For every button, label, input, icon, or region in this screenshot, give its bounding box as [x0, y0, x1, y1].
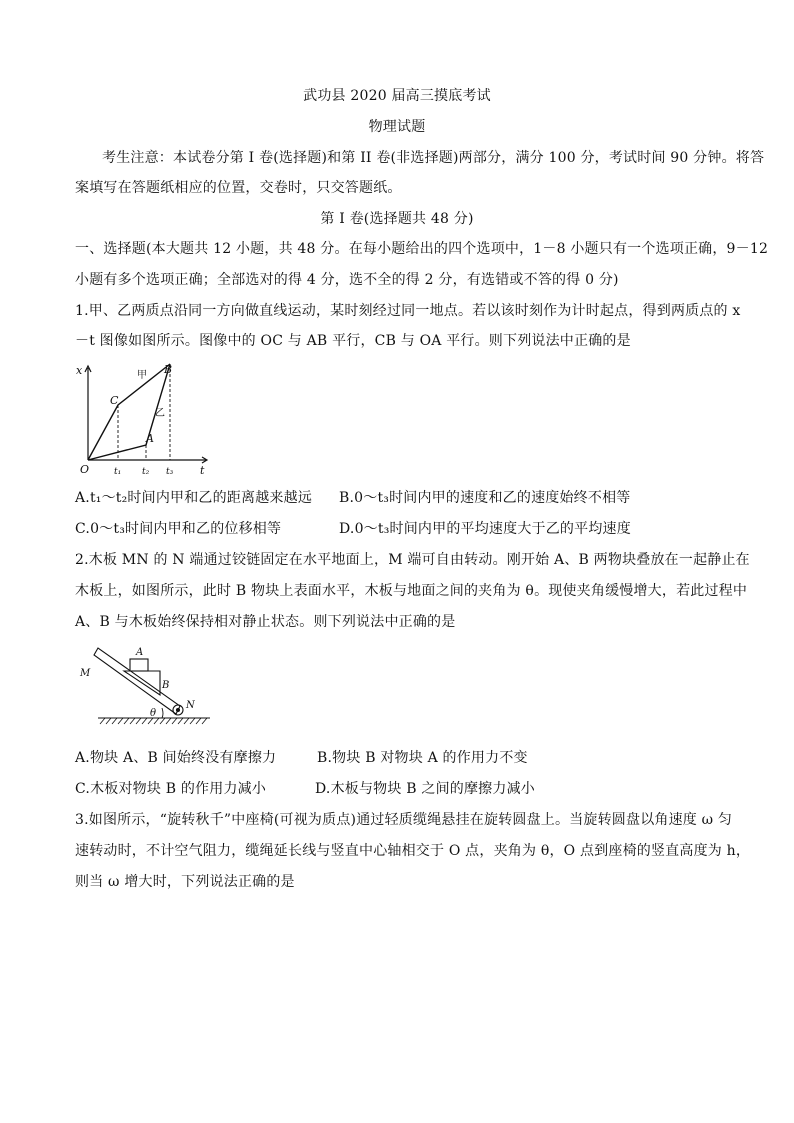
instruction-line-2: 小题有多个选项正确；全部选对的得 4 分，选不全的得 2 分，有选错或不答的得 0 分) [75, 272, 619, 288]
label-origin: O [80, 463, 90, 476]
q1-option-d: D.0～t₃时间内甲的平均速度大于乙的平均速度 [339, 521, 631, 537]
label-theta: θ [150, 708, 157, 719]
label-t2: t₂ [142, 467, 150, 476]
q1-stem-line-2: －t 图像如图所示。图像中的 OC 与 AB 平行，CB 与 OA 平行。则下列说法中正确的是 [75, 333, 631, 349]
label-yi: 乙 [155, 408, 165, 419]
notice-line-1: 考生注意：本试卷分第 I 卷(选择题)和第 II 卷(非选择题)两部分，满分 100 分，考试时间 90 分钟。将答 [102, 150, 765, 166]
q1-option-c: C.0～t₃时间内甲和乙的位移相等 [75, 521, 282, 537]
subject-title: 物理试题 [368, 119, 426, 135]
block-b [124, 671, 160, 695]
q1-stem-line-1: 1.甲、乙两质点沿同一方向做直线运动，某时刻经过同一地点。若以该时刻作为计时起点，得到两质点的 x [75, 303, 741, 319]
q2-option-b: B.物块 B 对物块 A 的作用力不变 [317, 750, 528, 766]
label-c: C [110, 394, 119, 407]
q2-option-c: C.木板对物块 B 的作用力减小 [75, 781, 267, 797]
q3-stem-line-3: 则当 ω 增大时，下列说法正确的是 [75, 874, 295, 890]
label-jia: 甲 [137, 370, 147, 381]
q3-stem-line-1: 3.如图所示，“旋转秋千”中座椅(可视为质点)通过轻质缆绳悬挂在旋转圆盘上。当旋转圆盘以角速度 ω 匀 [75, 812, 733, 828]
label-a: A [146, 432, 154, 445]
q2-board-diagram [76, 642, 216, 732]
label-t3: t₃ [166, 467, 174, 476]
notice-line-2: 案填写在答题纸相应的位置，交卷时，只交答题纸。 [75, 180, 402, 196]
q2-option-d: D.木板与物块 B 之间的摩擦力减小 [315, 781, 535, 797]
label-t1: t₁ [114, 467, 122, 476]
q2-stem-line-1: 2.木板 MN 的 N 端通过铰链固定在水平地面上，M 端可自由转动。刚开始 A、B 两物块叠放在一起静止在 [75, 552, 750, 568]
exam-title: 武功县 2020 届高三摸底考试 [303, 88, 491, 104]
label-t: t [200, 464, 205, 476]
theta-arc [162, 708, 163, 718]
hinge-pin [177, 709, 180, 712]
instruction-line-1: 一、选择题(本大题共 12 小题，共 48 分。在每小题给出的四个选项中，1－8 小题只有一个选项正确，9－12 [75, 241, 769, 257]
label-n: N [186, 700, 195, 711]
q2-stem-line-2: 木板上，如图所示，此时 B 物块上表面水平，木板与地面之间的夹角为 θ。现使夹角缓慢增大，若此过程中 [75, 583, 748, 599]
q2-stem-line-3: A、B 与木板始终保持相对静止状态。则下列说法中正确的是 [75, 614, 456, 630]
label-b: B [164, 363, 173, 376]
q1-xt-graph [74, 362, 214, 476]
q2-option-a: A.物块 A、B 间始终没有摩擦力 [75, 750, 277, 766]
label-block-a: A [136, 647, 144, 658]
q1-option-a: A.t₁～t₂时间内甲和乙的距离越来越远 [75, 490, 313, 506]
label-block-b: B [162, 680, 170, 691]
label-m: M [80, 668, 91, 679]
section-title: 第 I 卷(选择题共 48 分) [320, 211, 474, 227]
q3-stem-line-2: 速转动时，不计空气阻力，缆绳延长线与竖直中心轴相交于 O 点，夹角为 θ，O 点到座椅的竖直高度为 h， [75, 843, 751, 859]
q1-option-b: B.0～t₃时间内甲的速度和乙的速度始终不相等 [339, 490, 631, 506]
label-x: x [76, 364, 83, 377]
block-a [130, 659, 148, 671]
